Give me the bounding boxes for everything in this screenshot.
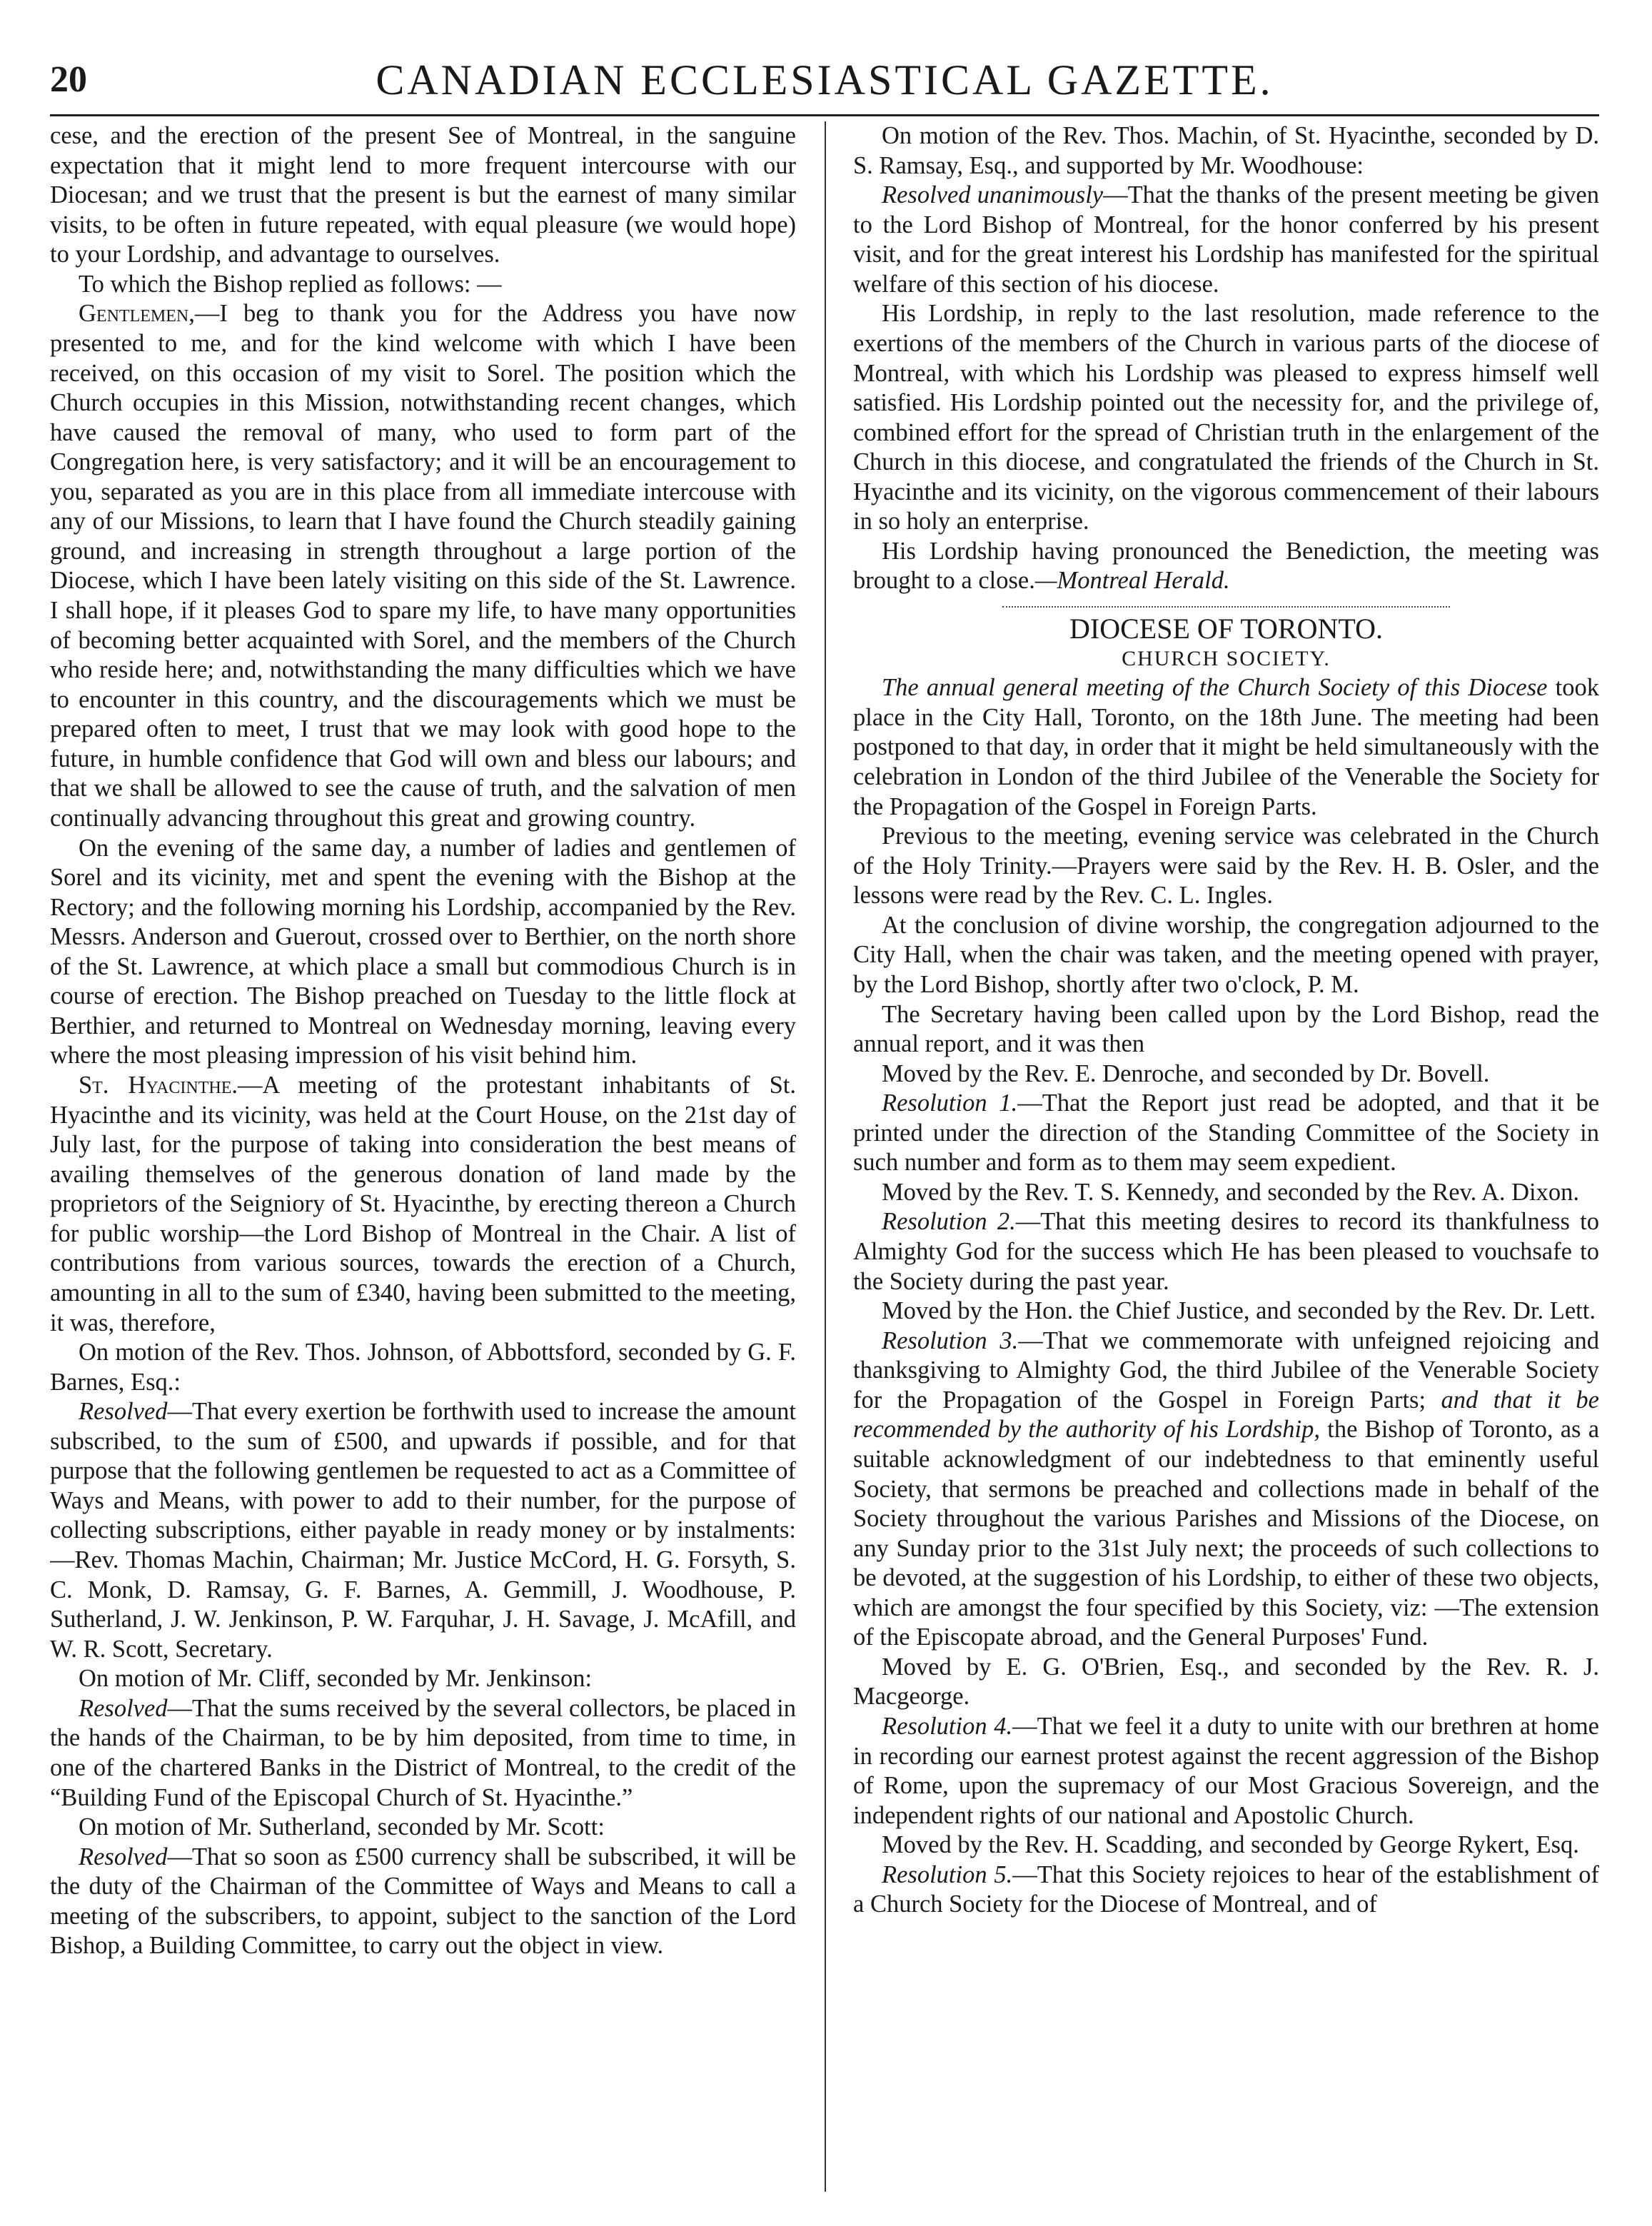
section-title: DIOCESE OF TORONTO. [1069,613,1383,645]
resolution-lead: Resolution 3. [882,1326,1019,1354]
paragraph: On motion of Mr. Cliff, seconded by Mr. Jenkinson: [79,1665,593,1693]
paragraph: Moved by the Hon. the Chief Justice, and seconded by the Rev. Dr. Lett. [882,1297,1596,1325]
paragraph: On the evening of the same day, a number of ladies and gentlemen of Sorel and its vicinity, met and spent the evening with the Bishop at the Rectory; and the following morning his Lordship, accompanied by the Rev. Messrs. Anderson and Guerout, crossed over to Berthier, on the north shore of the St. Lawrence, at which place a small but commodious Church is in course of erection. The Bishop preached on Tuesday to the little flock at Berthier, and returned to Montreal on Wednesday morning, leaving every where the most pleasing impression of his visit behind him. [50,834,796,1069]
paragraph-text: —That the thanks of the present meeting be given to the Lord Bishop of Montreal, for the honor conferred by his present visit, and for the great interest his Lordship has manifested for the spiritual welfare of this section of his diocese. [853,181,1599,298]
left-column [50,121,796,2192]
paragraph [50,1694,796,1813]
source-credit: —Montreal Herald. [1034,567,1230,595]
paragraph: Moved by the Rev. T. S. Kennedy, and seconded by the Rev. A. Dixon. [882,1178,1580,1206]
paragraph [50,1843,796,1961]
paragraph: Moved by the Rev. H. Scadding, and seconded by George Rykert, Esq. [882,1831,1579,1859]
resolution-lead: Resolution 5. [882,1860,1013,1888]
resolved-lead: Resolved [79,1843,168,1870]
section-divider [1002,606,1450,608]
paragraph-text: —That the Report just read be adopted, and that it be printed under the direction of the Standing Committee of the Society in such number and form as to them may seem expedient. [853,1089,1599,1177]
paragraph [853,1089,1599,1178]
page-header [50,43,1599,116]
paragraph: Moved by the Rev. E. Denroche, and seconded by Dr. Bovell. [882,1059,1490,1087]
paragraph-text: the Bishop of Toronto, as a suitable acknowledgment of our indebtedness to that eminently useful Society, that sermons be preached and collections made in behalf of the Society throughout the various Parishes and Missions of the Diocese, on any Sunday prior to the 31st July next; the proceeds of such collections to be devoted, at the suggestion of his Lordship, to either of these two objects, which are amongst the four specified by this Society, viz: —The extension of the Episcopate abroad, and the General Purposes' Fund. [853,1416,1599,1651]
paragraph-text: —That this Society rejoices to hear of the establishment of a Church Society for the Diocese of Montreal, and of [853,1860,1599,1918]
paragraph [853,1326,1599,1653]
paragraph-italic: The annual general meeting of the Church Society of this Diocese [882,674,1548,702]
paragraph [853,1207,1599,1296]
column-divider [825,121,826,2192]
resolved-lead: Resolved unanimously [882,181,1104,209]
paragraph: His Lordship, in reply to the last resolution, made reference to the exertions of the members of the Church in various parts of the diocese of Montreal, with which his Lordship was pleased to express himself well satisfied. His Lordship pointed out the necessity for, and the privilege of, combined effort for the spread of Christian truth in the enlargement of the Church in this diocese, and congratulated the friends of the Church in St. Hyacinthe and its vicinity, on the vigorous commencement of their labours in so holy an enterprise. [853,300,1599,535]
gazette-page [50,43,1599,2192]
paragraph: On motion of Mr. Sutherland, seconded by Mr. Scott: [79,1813,605,1841]
paragraph [853,1712,1599,1830]
paragraph [50,299,796,833]
paragraph-text: His Lordship having pronounced the Benediction, the meeting was brought to a close. [853,537,1599,595]
paragraph [50,1397,796,1664]
resolution-lead: Resolution 4. [882,1713,1013,1741]
paragraph: To which the Bishop replied as follows: — [79,270,502,298]
paragraph: On motion of the Rev. Thos. Johnson, of Abbottsford, seconded by G. F. Barnes, Esq.: [50,1339,796,1396]
paragraph-text: took place in the City Hall, Toronto, on the 18th June. The meeting had been postponed to that day, in order that it might be held simultaneously with the celebration in London of the third Jubilee of the Venerable the Society for the Propagation of the Gospel in Foreign Parts. [853,674,1599,820]
resolved-lead: Resolved [79,1694,168,1722]
paragraph-text: —A meeting of the protestant inhabitants of St. Hyacinthe and its vicinity, was held at the Court House, on the 21st day of July last, for the purpose of taking into consideration the best means of availing themselves of the generous donation of land made by the proprietors of the Seigniory of St. Hyacinthe, by erecting thereon a Church for public worship—the Lord Bishop of Montreal in the Chair. A list of contributions from various sources, towards the erection of a Church, amounting in all to the sum of £340, having been submitted to the meeting, it was, therefore, [50,1072,796,1336]
paragraph: Previous to the meeting, evening service was celebrated in the Church of the Holy Trinity.—Prayers were said by the Rev. H. B. Osler, and the lessons were read by the Rev. C. L. Ingles. [853,822,1599,910]
paragraph [853,181,1599,299]
article-columns [50,121,1599,2192]
paragraph: The Secretary having been called upon by the Lord Bishop, read the annual report, and it was then [853,1000,1599,1058]
paragraph [853,673,1599,822]
paragraph-italic: and that it be recommended by the authority of his Lordship, [853,1386,1599,1444]
paragraph: On motion of the Rev. Thos. Machin, of St. Hyacinthe, seconded by D. S. Ramsay, Esq., and supported by Mr. Woodhouse: [853,122,1599,179]
resolution-lead: Resolution 2. [882,1208,1016,1236]
paragraph-text: —I beg to thank you for the Address you have now presented to me, and for the kind welcome with which I have been received, on this occasion of my visit to Sorel. The position which the Church occupies in this Mission, notwithstanding recent changes, which have caused the removal of many, who used to form part of the Congregation here, is very satisfactory; and it will be an encouragement to you, separated as you are in this place from all immediate intercouse with any of our Missions, to learn that I have found the Church steadily gaining ground, and increasing in strength throughout a large portion of the Diocese, which I have been lately visiting on this side of the St. Lawrence. I shall hope, if it pleases God to spare my life, to have many opportunities of becoming better acquainted with Sorel, and the members of the Church who reside here; and, notwithstanding the many difficulties which we have to encounter in this country, and the discouragements which we must be prepared often to meet, I trust that we may look with good hope to the future, in humble confidence that God will own and bless our labours; and that we shall be allowed to see the cause of truth, and the salvation of men continually advancing throughout this great and growing country. [50,300,796,832]
resolution-lead: Resolution 1. [882,1089,1018,1117]
paragraph: Moved by E. G. O'Brien, Esq., and seconded by the Rev. R. J. Macgeorge. [853,1653,1599,1711]
page-number: 20 [50,59,87,100]
paragraph [50,1071,796,1338]
paragraph-text: —That the sums received by the several collectors, be placed in the hands of the Chairman, to be by him deposited, from time to time, in one of the chartered Banks in the District of Montreal, to the credit of the “Building Fund of the Episcopal Church of St. Hyacinthe.” [50,1694,796,1811]
paragraph-text: —That this meeting desires to record its thankfulness to Almighty God for the success which He has been pleased to vouchsafe to the Society during the past year. [853,1208,1599,1295]
paragraph-text: —That so soon as £500 currency shall be subscribed, it will be the duty of the Chairman of the Committee of Ways and Means to call a meeting of the subscribers, to appoint, subject to the sanction of the Lord Bishop, a Building Committee, to carry out the object in view. [50,1843,796,1960]
paragraph-text: —That we feel it a duty to unite with our brethren at home in recording our earnest protest against the recent aggression of the Bishop of Rome, upon the supremacy of our Most Gracious Sovereign, and the independent rights of our national and Apostolic Church. [853,1713,1599,1829]
paragraph [853,537,1599,596]
paragraph: cese, and the erection of the present See of Montreal, in the sanguine expectation that it might lend to more frequent intercourse with our Diocesan; and we trust that the present is but the earnest of many similar visits, to be often in future repeated, with equal pleasure (we would hope) to your Lordship, and advantage to ourselves. [50,122,796,268]
paragraph-text: —That we commemorate with unfeigned rejoicing and thanksgiving to Almighty God, the third Jubilee of the Venerable Society for the Propagation of the Gospel in Foreign Parts; [853,1326,1599,1414]
section-subtitle: CHURCH SOCIETY. [1122,647,1331,671]
salutation: Gentlemen, [79,300,195,328]
paragraph [853,1860,1599,1920]
paragraph-text: —That every exertion be forthwith used to increase the amount subscribed, to the sum of £500, and upwards if possible, and for that purpose that the following gentlemen be requested to act as a Committee of Ways and Means, with power to add to their number, for the purpose of collecting subscriptions, either payable in ready money or by instalments: —Rev. Thomas Machin, Chairman; Mr. Justice McCord, H. G. Forsyth, S. C. Monk, D. Ramsay, G. F. Barnes, A. Gemmill, J. Woodhouse, P. Sutherland, J. W. Jenkinson, P. W. Farquhar, J. H. Savage, J. McAfill, and W. R. Scott, Secretary. [50,1398,796,1663]
resolved-lead: Resolved [79,1398,168,1426]
place-heading: St. Hyacinthe. [79,1072,238,1099]
paragraph: At the conclusion of divine worship, the congregation adjourned to the City Hall, when the chair was taken, and the meeting opened with prayer, by the Lord Bishop, shortly after two o'clock, P. M. [853,911,1599,998]
page-title: CANADIAN ECCLESIASTICAL GAZETTE. [376,56,1274,104]
right-column [853,121,1599,2192]
